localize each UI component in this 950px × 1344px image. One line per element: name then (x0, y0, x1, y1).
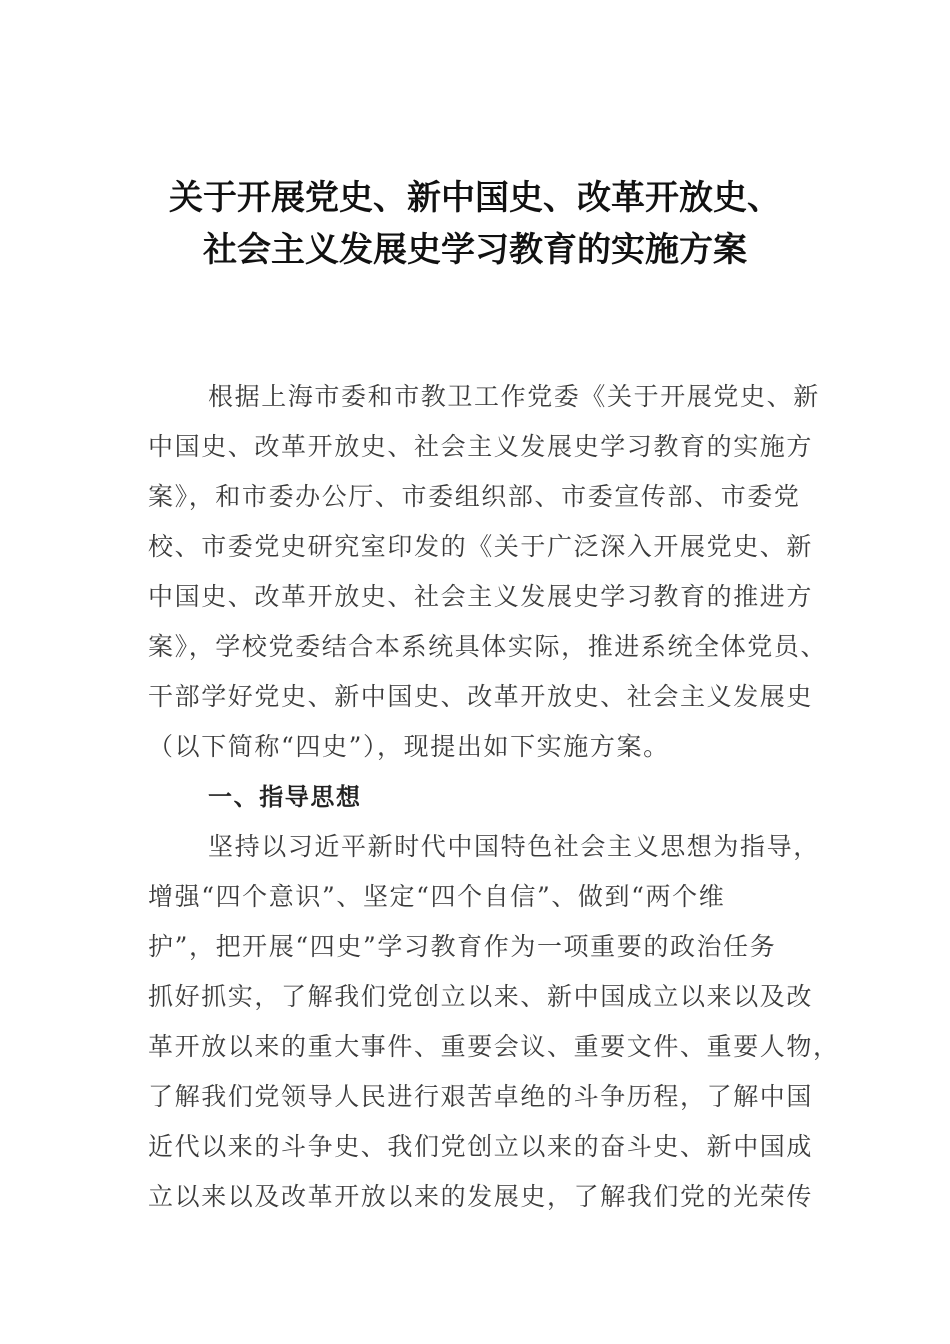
paragraph-intro (148, 372, 828, 772)
text-line: 近代以来的斗争史、我们党创立以来的奋斗史、新中国成 (148, 1132, 814, 1161)
text-line: 案》，和市委办公厅、市委组织部、市委宣传部、市委党 (148, 482, 801, 511)
text-line: 立以来以及改革开放以来的发展史，了解我们党的光荣传 (148, 1182, 814, 1211)
text-line: 根据上海市委和市教卫工作党委《关于开展党史、新 (208, 382, 820, 411)
text-line: 了解我们党领导人民进行艰苦卓绝的斗争历程，了解中国 (148, 1082, 814, 1111)
text-line: 抓好抓实，了解我们党创立以来、新中国成立以来以及改 (148, 982, 814, 1011)
text-line: 护”，把开展“四史”学习教育作为一项重要的政治任务 (148, 932, 777, 961)
section-heading: 一、指导思想 (208, 783, 362, 811)
text-line: 坚持以习近平新时代中国特色社会主义思想为指导， (208, 832, 820, 861)
text-line: 革开放以来的重大事件、重要会议、重要文件、重要人物， (148, 1032, 840, 1061)
title-line-1: 关于开展党史、新中国史、改革开放史、 (169, 178, 781, 218)
paragraph-guiding-ideology (148, 822, 840, 1222)
text-line: 增强“四个意识”、坚定“四个自信”、做到“两个维 (148, 882, 726, 911)
text-line: 案》，学校党委结合本系统具体实际，推进系统全体党员、 (148, 632, 828, 661)
text-line: 干部学好党史、新中国史、改革开放史、社会主义发展史 (148, 682, 814, 711)
text-line: 校、市委党史研究室印发的《关于广泛深入开展党史、新 (148, 532, 814, 561)
document-title (100, 172, 850, 276)
document-body (148, 372, 840, 1222)
title-line-2: 社会主义发展史学习教育的实施方案 (203, 230, 747, 270)
text-line: （以下简称“四史”），现提出如下实施方案。 (148, 732, 670, 761)
text-line: 中国史、改革开放史、社会主义发展史学习教育的实施方 (148, 432, 814, 461)
text-line: 中国史、改革开放史、社会主义发展史学习教育的推进方 (148, 582, 814, 611)
